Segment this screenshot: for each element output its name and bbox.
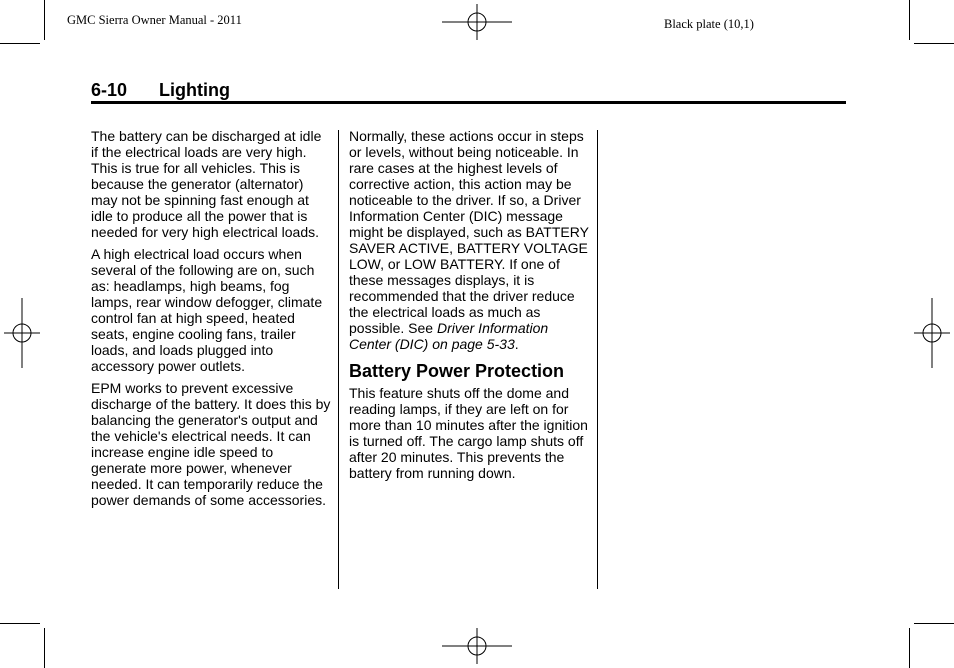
paragraph — [349, 128, 589, 352]
crop-mark — [0, 43, 40, 44]
registration-mark-icon — [912, 296, 952, 370]
registration-mark-icon — [440, 626, 514, 666]
crop-mark — [914, 43, 954, 44]
column-middle — [349, 128, 589, 487]
registration-mark-icon — [2, 296, 42, 370]
crop-mark — [44, 628, 45, 668]
paragraph-text: Normally, these actions occur in steps or levels, without being noticeable. In rare cases at the highest levels of corrective action, this action may be noticeable to the driver. If so, a Driver Information Center (DIC) message might be displayed, such as BATTERY SAVER ACTIVE, BATTERY VOLTAGE LOW, or LOW BATTERY. If one of these messages displays, it is recommended that the driver reduce the electrical loads as much as possible. See — [349, 128, 589, 336]
column-divider — [338, 130, 339, 589]
crop-mark — [914, 623, 954, 624]
column-left — [91, 128, 331, 514]
running-header-title: GMC Sierra Owner Manual - 2011 — [67, 13, 242, 27]
section-title: Lighting — [159, 80, 230, 100]
crop-mark — [0, 623, 40, 624]
paragraph: This feature shuts off the dome and reading lamps, if they are left on for more than 10 minutes after the ignition is turned off. The cargo lamp shuts off after 20 minutes. This prevents the battery from running down. — [349, 385, 588, 481]
column-divider — [597, 130, 598, 589]
heading-rule — [91, 101, 846, 104]
crop-mark — [909, 0, 910, 40]
paragraph: The battery can be discharged at idle if the electrical loads are very high. This is true for all vehicles. This is because the generator (alternator) may not be spinning fast enough at idle to produce all the power that is needed for very high electrical loads. — [91, 128, 322, 240]
crop-mark — [909, 628, 910, 668]
section-heading: Battery Power Protection — [349, 361, 565, 381]
plate-label: Black plate (10,1) — [664, 17, 754, 31]
paragraph: EPM works to prevent excessive discharge of the battery. It does this by balancing the generator's output and the vehicle's electrical needs. It can increase engine idle speed to generate more power, whenever needed. It can temporarily reduce the power demands of some accessories. — [91, 380, 331, 508]
page-heading — [91, 80, 230, 101]
crop-mark — [44, 0, 45, 40]
page-number: 6-10 — [91, 80, 128, 100]
paragraph-end: . — [514, 336, 519, 352]
registration-mark-icon — [440, 2, 514, 42]
cross-reference-link[interactable]: Driver Information Center (DIC) on page 5‑33 — [349, 320, 549, 352]
paragraph: A high electrical load occurs when several of the following are on, such as: headlamps, high beams, fog lamps, rear window defogger, climate control fan at high speed, heated seats, engine cooling fans, trailer loads, and loads plugged into accessory power outlets. — [91, 246, 323, 374]
